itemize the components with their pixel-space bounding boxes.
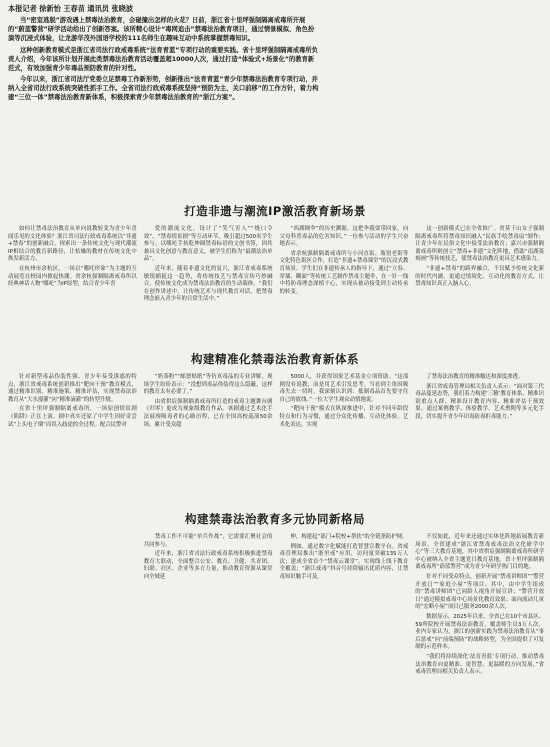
article-column xyxy=(144,226,273,306)
paragraph: “非遗+禁毒”的跨界融合，不仅赋予传统文化新的时代内涵，更通过情境化、互动化的教育方式，让禁毒知识真正入脑入心。 xyxy=(415,265,544,288)
section-1-body xyxy=(8,226,544,306)
paragraph: 了禁毒法治教育的精准触达和深度渗透。 xyxy=(426,374,524,380)
paragraph: “我们将持续深化‘法育青蓝’专项行动，推动禁毒法治教育向更精准、更智慧、更温暖的方向发展。”省戒毒管理局相关负责人表示。 xyxy=(415,653,544,676)
paragraph: 在省十里坪强制隔离戒毒所，一场原创情景剧《陷阱》正在上演。剧中真实还原了中学生因好奇尝试“上头电子烟”而误入歧途的全过程。配合民警对 xyxy=(8,406,137,428)
paragraph: 例如，通过数字化赋能打造智慧宣教平台。省戒毒管理局推出“浙里戒”应用，访问量突破135万人次；建成全省首个“禁毒云课堂”，实现线上线下教育全覆盖；“浙江戒毒”抖音号持续输出优质内容，让禁毒知识触手可及。 xyxy=(279,543,409,580)
article-column xyxy=(8,374,137,431)
lead-paragraph: 今年以来，浙江省司法厅党委立足禁毒工作新形势，创新推出“法育青蓝”青少年禁毒法治教育专项行动，并纳入全省司法行政系统突破性抓手工作。全省司法行政戒毒系统坚持“预防为主、关口前移”的工作方针，着力构建“三位一体”禁毒法治教育新体系，积极探索青少年禁毒法治教育的“浙江方案”。 xyxy=(8,76,319,102)
lead-paragraph: 当“密室逃脱”游戏遇上禁毒法治教育，会碰撞出怎样的火花？日前，浙江省十里坪强制隔离戒毒所开展的“蔚蓝警营”研学活动给出了创新答案。该所精心设计“毒网追击”禁毒法治教育项目，通过情景模拟、角色扮演等沉浸式体验，让龙游华茂外国语学校的111名师生在趣味互动中系统掌握禁毒知识。 xyxy=(8,17,315,42)
paragraph: 伸，构建起“部门+院校+帮扶”的全链条防护网。 xyxy=(290,534,408,540)
section-2-body xyxy=(8,374,544,431)
paragraph: 爱的潮流文化，设计了“笑气害人”“烧口令效”、“禁毒情景剧”等互动环节，吸引超过500名学生参与。以哪吒手执乾坤圈禁毒标语的文创书签，因其兼具文化创意与教育意义，被学生们称为“最潮法治单品”。 xyxy=(143,226,273,263)
paragraph: “奶茶粉”“邮票贴纸”等仿真毒品的专业讲解，现场学生纷纷表示：“没想到毒品伪装得这么隐蔽，这样的教育太有必要了。” xyxy=(143,374,273,396)
paragraph: 省余杭强制隔离戒毒所与小河直街、瓶窑老街等文化特色街区合作，打造“非遗+禁毒课堂”的沉浸式教育场景。学生们在非遗传承人的指导下，通过“立春、穿插、糊面”等传统工艺制作禁毒主题伞，在一针一线中将防毒理念深植于心，实现从被动接受到主动传承的转变。 xyxy=(279,250,409,295)
article-column xyxy=(144,374,273,431)
section-title-2: 构建精准化禁毒法治教育新体系 xyxy=(191,352,359,366)
paragraph: 如何让禁毒法治教育从单向说教转变为青少年喜闻乐见的文化体验？浙江省司法行政戒毒系统以“非遗+禁毒”的创新融合，探索出一条传统文化与现代潮流IP相结合的教育新路径，让枯燥的教材在传统文化中焕发新活力。 xyxy=(8,226,137,263)
paragraph: “靶向干预”模式在纵深推进中，针对不同年龄段特点和行为习惯，通过分众化传播、互动化体验、艺术化表达，实现 xyxy=(279,406,409,428)
article-column xyxy=(415,226,544,306)
paragraph: 在杭州市余杭区，一场以“哪吒形象”为主题的互动展览在校园内掀起热潮。省余杭强制隔离戒毒所以经典神话人物“哪吒”为IP原型，结合青少年喜 xyxy=(8,265,137,288)
paragraph: 近年来，随着非遗文化的复兴，浙江省戒毒系统敏锐捕捉这一趋势，将传统技艺与禁毒宣传巧妙融合，使传统文化成为禁毒法治教育的生动载体。“我们在创作讲述中，让传统艺术与现代教育对话，把禁毒理念嵌入青少年的日常生活中。” xyxy=(143,265,273,303)
article-column xyxy=(8,226,137,306)
section-3-body xyxy=(8,534,544,679)
article-column xyxy=(280,534,409,679)
article-column xyxy=(415,534,544,679)
paragraph: 数据显示，2025年以来，全省已在10个市县区、59所院校开展禁毒法治教育，覆盖师生员3万人次。业内专家认为，浙江的创新实践为禁毒法治教育从“事后惩戒”向“前端预防”的战略转型，为全国提供了可复制的示范样本。 xyxy=(415,613,544,651)
article-column xyxy=(415,374,544,431)
paragraph: 这一创新模式已在全省推广。省莫干山女子强制隔离戒毒所将禁毒知识融入“民族手绘禁毒扇”制作；让青少年在民俗文化中接受法治教育；嘉兴市强制隔离戒毒所则创立“禁毒+非遗”文化阵地，借助“南湖菱刻画”等传统技艺，使禁毒法治教育更具艺术感染力。 xyxy=(415,226,544,263)
section-title-3: 构建禁毒法治教育多元协同新格局 xyxy=(185,512,365,526)
lead-paragraphs xyxy=(8,17,320,106)
paragraph: 近年来，浙江省司法行政戒毒系统积极推进禁毒教育大联动，全面整合公安、教育、卫健、共青团、妇联、社区、企业等多方力量，推动教育资源从课堂向全域延 xyxy=(143,551,273,580)
article-column xyxy=(280,374,409,431)
lead-paragraph: 这种创新教育模式是浙江省司法行政戒毒系统“法育青蓝”专项行动的重要实践。省十里坪强制隔离戒毒所负责人介绍，今年该所计划开展此类禁毒法治教育活动覆盖超10000人次，通过打造“体验式+场景化”的教育新范式，有效加强青少年毒品预防教育的针对性。 xyxy=(8,46,318,72)
byline: 本报记者 徐新怡 王春苗 通讯员 张晓波 xyxy=(8,4,134,13)
paragraph: 针对新型毒品伪装性强、青少年易受诱惑的特点，浙江省戒毒系统创新推出“靶向干预”教育模式，通过精准识别、精准施策、精准评估，实现禁毒法治教育从“大水漫灌”向“精准滴灌”的转型升级。 xyxy=(8,374,137,403)
paragraph: “西湖绸伞”的历史渊源。这把伞我要带回家，向父母科普毒品的危害知识。”一位参与活动的学生兴奋地表示。 xyxy=(279,226,409,248)
article-column xyxy=(144,534,273,679)
paragraph: 禁毒工作不可能“单兵作战”，它需要汇聚社会的共同参与。 xyxy=(143,534,273,548)
paragraph: 不仅如此，近年来还通过实体化阵地拓展教育新场景。全省建成“浙江省禁毒戒毒法治文化研学中心”等三大教育基地，其中省拱宸强制隔离戒毒所研学中心被纳入全省主题党日教育基地。省十里坪强制隔离戒毒所“蔚蓝警营”成为青少年研学热门目的地。 xyxy=(415,534,544,571)
paragraph: 针对不同受众特点，创新开展“禁毒讲师团”“警营开放日”“家庭小屋”等项目。其中，由中学生组成的“禁毒讲师团”已同龄人视角开展宣讲；“警营开放日”通过模拟戒毒中心场景化教育效果；面向流动儿童的“宏略小屋”项目已服务2000余人次。 xyxy=(415,573,544,611)
section-title-1: 打造非遗与潮流IP激活教育新场景 xyxy=(184,204,366,218)
paragraph: 浙江省戒毒管理局相关负责人表示：“面对第三代毒品蔓延态势，我们着力构建‘三精’教育体系，精准识别重点人群、精准设计教育内容、精准评估干预效果。通过案例教学、体验教学、艺术熏陶等多元化手段，切实提升青少年识毒防毒拒毒能力。” xyxy=(415,383,544,420)
paragraph: 5000人，并获得国家艺术基金立项资助。“这部剧没有说教，而是用艺术引发思考。当看到主角因吸毒失去一切时，我深刻认识到：抵制毒品首先要守住自己的底线。”一位大学生观众动情地说。 xyxy=(279,374,409,403)
article-column xyxy=(8,534,137,679)
article-column xyxy=(280,226,409,306)
paragraph: 由省拱宸强制隔离戒毒所打造的戒毒主题舞台剧《归零》更成为现象级教育作品。该剧通过艺术化手法展现吸毒者的心路历程，已在全国高校巡演50余场，累计受众超 xyxy=(143,398,273,428)
